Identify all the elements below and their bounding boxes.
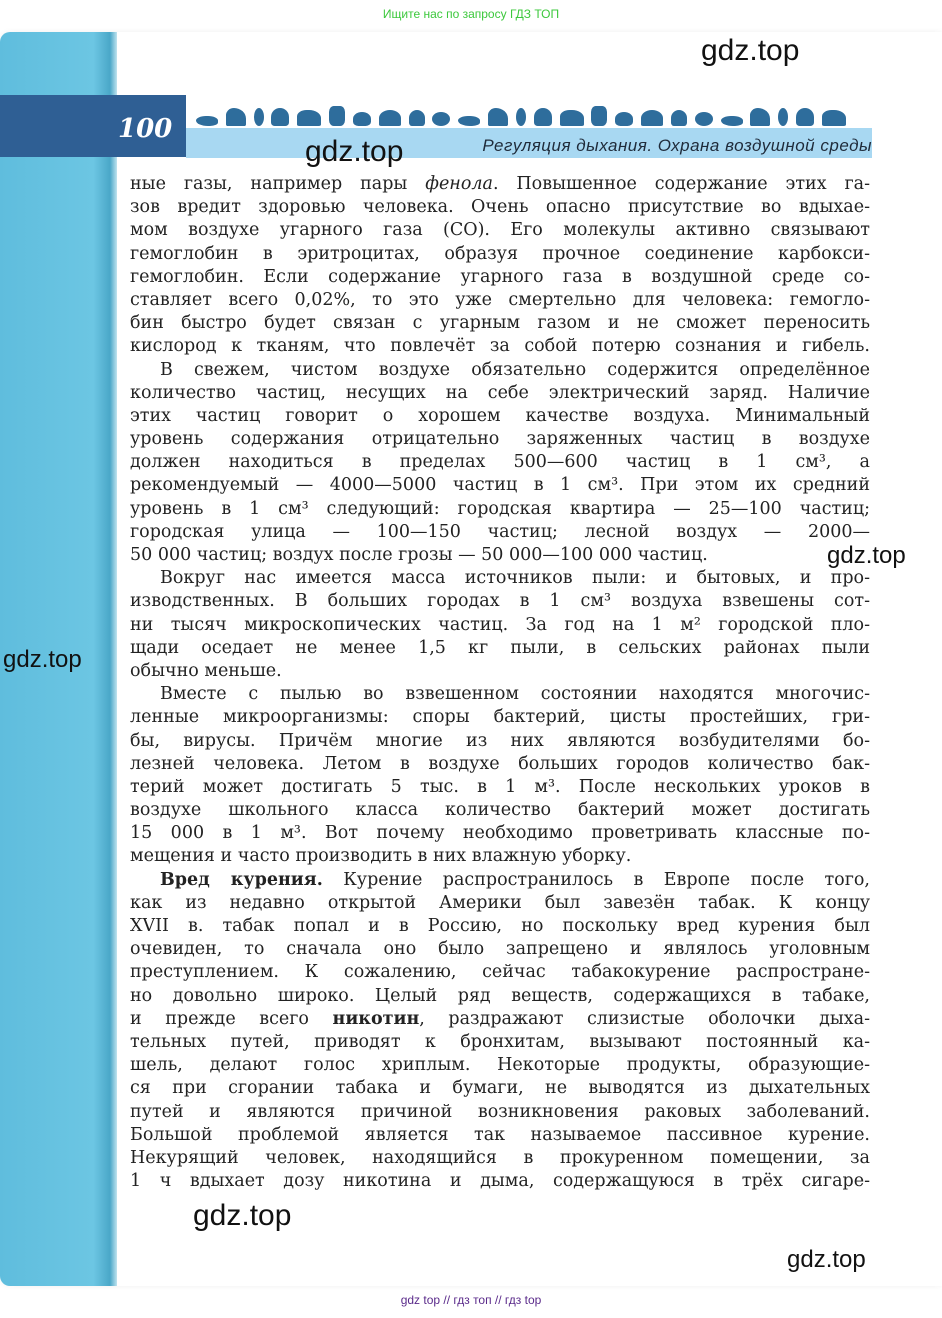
text-span: ся при сгорании табака и бумаги, не выводятся из дыхательных <box>130 1078 870 1099</box>
text-span: тельных путей, приводят к бронхитам, вызывают постоянный ка- <box>130 1031 870 1052</box>
text-span: количество частиц, несущих на себе электрический заряд. Наличие <box>130 382 870 403</box>
text-line <box>130 405 870 428</box>
text-line <box>130 706 870 729</box>
top-search-banner: Ищите нас по запросу ГДЗ ТОП <box>382 7 560 21</box>
text-line <box>130 1054 870 1077</box>
text-span: 50 000 частиц; воздух после грозы — 50 000—100 000 частиц. <box>130 545 708 565</box>
text-span: ставляет всего 0,02%, то это уже смертельно для человека: гемогло- <box>130 289 870 310</box>
text-span: мещения и часто производить в них влажную уборку. <box>130 846 632 867</box>
text-line <box>130 544 870 567</box>
footer-links: gdz top // гдз топ // гдз top <box>400 1293 542 1307</box>
text-line <box>130 173 870 196</box>
text-span: очевиден, то сначала оно было запрещено и являлось уголовным <box>130 939 870 960</box>
text-line <box>130 660 870 683</box>
text-span: 1 ч вдыхает дозу никотина и дыма, содержащуюся в трёх сигаре- <box>130 1171 870 1192</box>
text-span: В свежем, чистом воздухе обязательно содержится определённое <box>160 359 870 380</box>
text-span: . Повышенное содержание этих га- <box>492 174 870 194</box>
text-span: преступлением. К сожалению, сейчас табакокурение распростране- <box>130 962 870 983</box>
watermark: gdz.top <box>193 1199 292 1232</box>
watermark: gdz.top <box>3 646 82 673</box>
watermark: gdz.top <box>787 1246 866 1273</box>
text-span: Курение распространилось в Европе после того, <box>322 869 870 890</box>
animal-silhouette-icon <box>534 108 552 126</box>
text-line <box>130 753 870 776</box>
text-span: ни тысяч микроскопических частиц. За год на 1 м² городской пло- <box>130 614 870 635</box>
animal-silhouette-icon <box>379 110 401 126</box>
watermark: gdz.top <box>827 542 906 569</box>
text-line <box>130 1008 870 1031</box>
text-span: городская улица — 100—150 частиц; лесной воздух — 2000— <box>130 521 870 542</box>
animal-silhouette-icon <box>750 108 770 126</box>
text-line <box>130 892 870 915</box>
animal-silhouette-icon <box>822 110 846 126</box>
text-span: рекомендуемый — 4000—5000 частиц в 1 см³. При этом их средний <box>130 475 870 496</box>
animal-silhouettes-decoration <box>196 102 846 126</box>
text-span: бы, вирусы. Причём многие из них являются возбудителями бо- <box>130 730 870 751</box>
text-span: Некурящий человек, находящийся в прокуренном помещении, за <box>130 1147 870 1168</box>
text-span: гемоглобин в эритроцитах, образуя прочное соединение карбокси- <box>130 243 870 264</box>
animal-silhouette-icon <box>560 110 584 126</box>
animal-silhouette-icon <box>329 106 345 126</box>
text-span: должен находиться в пределах 500—600 частиц в 1 см³, а <box>130 452 870 473</box>
animal-silhouette-icon <box>432 112 450 126</box>
text-span: и прежде всего <box>130 1008 333 1029</box>
animal-silhouette-icon <box>671 110 687 126</box>
animal-silhouette-icon <box>591 106 607 126</box>
bold-term: Вред курения. <box>160 869 323 890</box>
text-line <box>130 683 870 706</box>
text-span: щади оседает не менее 1,5 кг пыли, в сельских районах пыли <box>130 637 870 658</box>
text-line <box>130 845 870 868</box>
text-line <box>130 915 870 938</box>
text-line <box>130 359 870 382</box>
text-span: лезней человека. Летом в воздухе больших городов количество бак- <box>130 753 870 774</box>
text-line <box>130 382 870 405</box>
text-span: мом воздухе угарного газа (CO). Его молекулы активно связывают <box>130 220 870 241</box>
text-line <box>130 961 870 984</box>
text-line <box>130 1124 870 1147</box>
text-line <box>130 799 870 822</box>
text-span: этих частиц говорит о хорошем качестве воздуха. Минимальный <box>130 405 870 426</box>
animal-silhouette-icon <box>226 108 246 126</box>
text-line <box>130 938 870 961</box>
text-line <box>130 243 870 266</box>
text-line <box>130 822 870 845</box>
text-span: как из недавно открытой Америки был завезён табак. К концу <box>130 892 870 913</box>
animal-silhouette-icon <box>271 108 289 126</box>
text-line <box>130 730 870 753</box>
text-span: уровень в 1 см³ следующий: городская квартира — 25—100 частиц; <box>130 498 870 519</box>
text-line <box>130 266 870 289</box>
text-span: изводственных. В больших городах в 1 см³ воздуха взвешены сот- <box>130 591 870 612</box>
text-line <box>130 428 870 451</box>
text-span: Вокруг нас имеется масса источников пыли: и бытовых, и про- <box>160 568 870 589</box>
text-line <box>130 614 870 637</box>
animal-silhouette-icon <box>196 116 218 126</box>
text-line <box>130 1031 870 1054</box>
text-line <box>130 1147 870 1170</box>
text-span: шель, делают голос хриплым. Некоторые продукты, образующие- <box>130 1055 870 1076</box>
text-line <box>130 1077 870 1100</box>
text-span: XVII в. табак попал и в Россию, но поскольку вред курения был <box>130 916 870 936</box>
text-line <box>130 1170 870 1193</box>
animal-silhouette-icon <box>297 110 321 126</box>
text-span: 15 000 в 1 м³. Вот почему необходимо проветривать классные по- <box>130 823 870 844</box>
animal-silhouette-icon <box>721 116 743 126</box>
animal-silhouette-icon <box>641 110 663 126</box>
text-line <box>130 521 870 544</box>
text-span: бин быстро будет связан с угарным газом и не сможет переносить <box>130 313 870 334</box>
watermark: gdz.top <box>701 34 800 67</box>
text-span: кислород к тканям, что повлечёт за собой потерю сознания и гибель. <box>130 336 870 357</box>
text-span: , раздражают слизистые оболочки дыха- <box>419 1008 870 1029</box>
text-line <box>130 985 870 1008</box>
animal-silhouette-icon <box>254 108 264 126</box>
text-span: Вместе с пылью во взвешенном состоянии находятся многочис- <box>160 684 870 705</box>
running-header: Регуляция дыхания. Охрана воздушной среды <box>482 136 872 155</box>
text-line <box>130 776 870 799</box>
text-span: Большой проблемой является так называемое пассивное курение. <box>130 1124 870 1145</box>
text-line <box>130 289 870 312</box>
text-span: зов вредит здоровью человека. Очень опасно присутствие во вдыхае- <box>130 197 870 218</box>
page-number: 100 <box>118 114 173 144</box>
text-line <box>130 1101 870 1124</box>
body-text <box>130 173 870 1193</box>
animal-silhouette-icon <box>488 108 508 126</box>
text-line <box>130 567 870 590</box>
animal-silhouette-icon <box>458 116 480 126</box>
bold-term: никотин <box>332 1008 420 1029</box>
text-span: путей и являются причиной возникновения раковых заболеваний. <box>130 1101 870 1122</box>
text-line <box>130 219 870 242</box>
text-span: ные газы, например пары <box>130 174 426 194</box>
text-span: ленные микроорганизмы: споры бактерий, цисты простейших, гри- <box>130 707 870 728</box>
text-span: уровень содержания отрицательно заряженных частиц в воздухе <box>130 429 870 450</box>
animal-silhouette-icon <box>409 110 425 126</box>
text-line <box>130 498 870 521</box>
text-span: гемоглобин. Если содержание угарного газа в воздушной среде со- <box>130 266 870 287</box>
text-span: обычно меньше. <box>130 660 282 681</box>
text-span: воздухе школьного класса количество бактерий может достигать <box>130 800 870 821</box>
text-line <box>130 196 870 219</box>
animal-silhouette-icon <box>796 108 814 126</box>
text-line <box>130 637 870 660</box>
text-line <box>130 869 870 892</box>
animal-silhouette-icon <box>695 112 713 126</box>
text-span: но довольно широко. Целый ряд веществ, содержащихся в табаке, <box>130 985 870 1006</box>
text-line <box>130 590 870 613</box>
animal-silhouette-icon <box>615 112 633 126</box>
italic-term: фенола <box>425 174 493 194</box>
text-line <box>130 335 870 358</box>
text-line <box>130 451 870 474</box>
animal-silhouette-icon <box>778 108 788 126</box>
text-span: терий может достигать 5 тыс. в 1 м³. После нескольких уроков в <box>130 776 870 797</box>
animal-silhouette-icon <box>516 108 526 126</box>
animal-silhouette-icon <box>353 112 371 126</box>
text-line <box>130 312 870 335</box>
text-line <box>130 474 870 497</box>
watermark: gdz.top <box>305 135 404 168</box>
textbook-page <box>0 32 942 1286</box>
